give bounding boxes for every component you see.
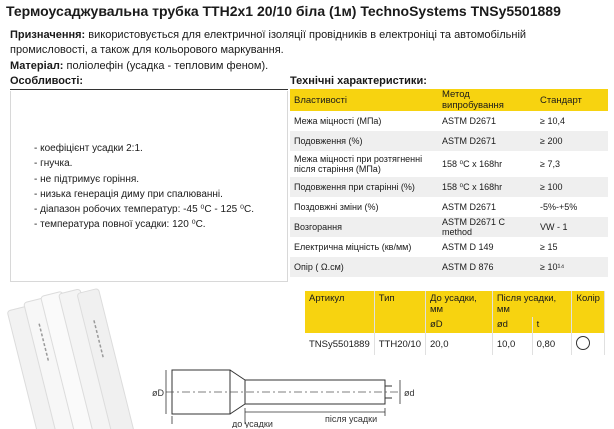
tech-cell: ASTM D 876 <box>438 257 536 277</box>
tech-cell: ≥ 10,4 <box>536 111 608 131</box>
tech-cell: Межа міцності при розтягненні після старіння (МПа) <box>290 151 438 177</box>
white-color-swatch <box>576 336 590 350</box>
material-label: Матеріал: <box>10 60 64 72</box>
table-row <box>290 111 608 131</box>
sku-table <box>305 291 605 355</box>
sku-col-color: Колір <box>572 291 605 317</box>
tech-specs-table <box>290 89 608 277</box>
tech-cell: ≥ 200 <box>536 131 608 151</box>
table-row <box>290 151 608 177</box>
tech-cell: -5%-+5% <box>536 197 608 217</box>
page-title: Термоусаджувальна трубка ТТН2х1 20/10 біла (1м) TechnoSystems TNSy5501889 <box>6 3 561 19</box>
tech-col-property: Властивості <box>290 89 438 111</box>
tech-header-row <box>290 89 608 111</box>
tech-cell: ≥ 10¹⁴ <box>536 257 608 277</box>
sku-col-type: Тип <box>374 291 425 317</box>
tech-col-method: Метод випробування <box>438 89 536 111</box>
label-after: після усадки <box>325 414 378 424</box>
tech-cell: 158 ⁰C х 168hr <box>438 151 536 177</box>
shrink-dimension-drawing <box>150 358 420 428</box>
purpose-text: використовується для електричної ізоляції провідників в електроніці та автомобільній промисловості, а також для кольорового маркування. <box>10 29 527 56</box>
feature-item: - діапазон робочих температур: -45 ⁰С - 125 ⁰С. <box>34 204 254 216</box>
table-row <box>290 197 608 217</box>
label-d: ød <box>404 388 415 398</box>
sku-sub-t: t <box>532 317 572 333</box>
sku-D: 20,0 <box>425 333 492 355</box>
label-before: до усадки <box>232 419 273 428</box>
tech-cell: Електрична міцність (кв/мм) <box>290 237 438 257</box>
table-row <box>290 237 608 257</box>
tech-cell: Возгорання <box>290 217 438 237</box>
table-row <box>290 131 608 151</box>
sku-sub-d: ød <box>492 317 532 333</box>
tech-cell: ≥ 7,3 <box>536 151 608 177</box>
table-row <box>305 333 605 355</box>
sku-article: TNSy5501889 <box>305 333 374 355</box>
sku-d: 10,0 <box>492 333 532 355</box>
tech-col-standard: Стандарт <box>536 89 608 111</box>
tech-cell: VW - 1 <box>536 217 608 237</box>
tech-cell: Опір ( Ω.см) <box>290 257 438 277</box>
tech-cell: ≥ 15 <box>536 237 608 257</box>
sku-col-article: Артикул <box>305 291 374 317</box>
tech-cell: ≥ 100 <box>536 177 608 197</box>
sku-type: ТТН20/10 <box>374 333 425 355</box>
sku-col-after: Після усадки, мм <box>492 291 572 317</box>
feature-item: - низька генерація диму при спалюванні. <box>34 188 223 200</box>
label-D: øD <box>152 388 164 398</box>
heat-shrink-tubes-image <box>0 286 150 429</box>
sku-sub-D: øD <box>425 317 492 333</box>
feature-item: - коефіцієнт усадки 2:1. <box>34 143 143 154</box>
features-heading: Особливості: <box>10 75 84 87</box>
sku-header-row <box>305 291 605 317</box>
sku-t: 0,80 <box>532 333 572 355</box>
tech-cell: ASTM D2671 <box>438 197 536 217</box>
tech-cell: ASTM D2671 C method <box>438 217 536 237</box>
tech-cell: Подовження при старінні (%) <box>290 177 438 197</box>
tech-cell: ASTM D2671 <box>438 111 536 131</box>
tech-cell: Подовження (%) <box>290 131 438 151</box>
table-row <box>290 177 608 197</box>
material-paragraph <box>10 60 268 72</box>
tech-cell: ASTM D2671 <box>438 131 536 151</box>
tech-cell: Межа міцності (МПа) <box>290 111 438 131</box>
table-row <box>290 257 608 277</box>
feature-item: - температура повної усадки: 120 ⁰С. <box>34 219 206 231</box>
sku-color <box>572 333 605 355</box>
tech-cell: Поздовжні зміни (%) <box>290 197 438 217</box>
purpose-label: Призначення: <box>10 29 86 41</box>
feature-item: - гнучка. <box>34 158 73 170</box>
tech-cell: ASTM D 149 <box>438 237 536 257</box>
sku-col-before: До усадки, мм <box>425 291 492 317</box>
material-text: поліолефін (усадка - тепловим феном). <box>63 60 269 72</box>
feature-item: - не підтримує горіння. <box>34 173 140 185</box>
sku-subheader-row <box>305 317 605 333</box>
tech-cell: 158 ⁰C х 168hr <box>438 177 536 197</box>
purpose-paragraph <box>10 28 606 58</box>
features-list <box>34 141 254 233</box>
tech-heading: Технічні характеристики: <box>290 75 427 87</box>
features-divider <box>10 89 288 90</box>
table-row <box>290 217 608 237</box>
